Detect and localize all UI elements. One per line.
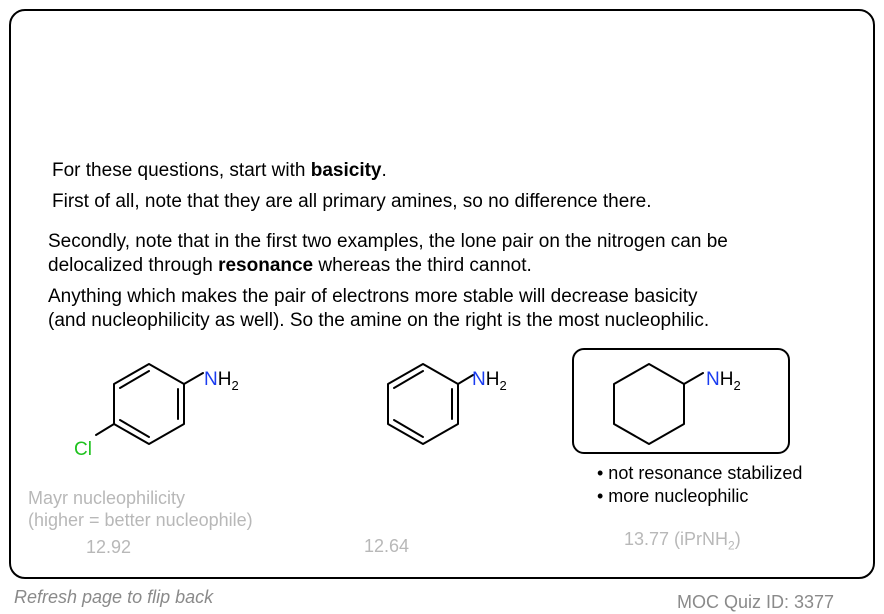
paragraph-primary-amines: First of all, note that they are all primary amines, so no difference there.: [52, 191, 652, 212]
inner-double-bond: [120, 371, 149, 388]
inner-double-bond: [120, 420, 149, 437]
c-n-bond: [184, 373, 203, 384]
benzene-ring: [388, 364, 458, 444]
cyclohexylamine-notes: [597, 462, 802, 508]
amine-group-label: $NH_2$: [706, 369, 741, 393]
c-cl-bond: [96, 424, 114, 435]
c-n-bond: [684, 373, 703, 384]
mayr-value-cyclohexylamine: 13.77 (iPrNH$_2$): [624, 529, 741, 553]
4-chloroaniline-structure: [60, 360, 260, 470]
mayr-title: Mayr nucleophilicity (higher = better nucleophile): [28, 488, 253, 530]
amine-group-label: $NH_2$: [204, 369, 239, 393]
refresh-hint[interactable]: Refresh page to flip back: [14, 587, 214, 607]
bold-resonance: resonance: [218, 255, 314, 276]
mayr-value-aniline: 12.64: [364, 536, 410, 556]
inner-double-bond: [394, 420, 423, 437]
amine-group-label: $NH_2$: [472, 369, 507, 393]
aniline-structure: [370, 360, 570, 460]
inner-double-bond: [394, 371, 423, 388]
cyclohexane-ring: [614, 364, 684, 444]
cyclohexylamine-structure: [605, 360, 785, 450]
quiz-id: MOC Quiz ID: 3377: [677, 592, 835, 612]
chlorine-label: Cl: [74, 439, 92, 460]
paragraph-resonance: Secondly, note that in the first two examples, the lone pair on the nitrogen can be delocalized through resonance whereas the third cannot.: [48, 231, 728, 276]
benzene-ring: [114, 364, 184, 444]
mayr-value-chloroaniline: 12.92: [86, 537, 132, 557]
bold-basicity: basicity: [310, 160, 382, 181]
note-not-resonance-stabilized: • not resonance stabilized: [597, 463, 803, 483]
c-n-bond: [458, 375, 473, 384]
paragraph-stability: Anything which makes the pair of electrons more stable will decrease basicity (and nucleophilicity as well). So the amine on the right is the most nucleophilic.: [48, 286, 710, 331]
paragraph-basicity: For these questions, start with basicity.: [52, 160, 387, 181]
note-more-nucleophilic: • more nucleophilic: [597, 486, 749, 506]
